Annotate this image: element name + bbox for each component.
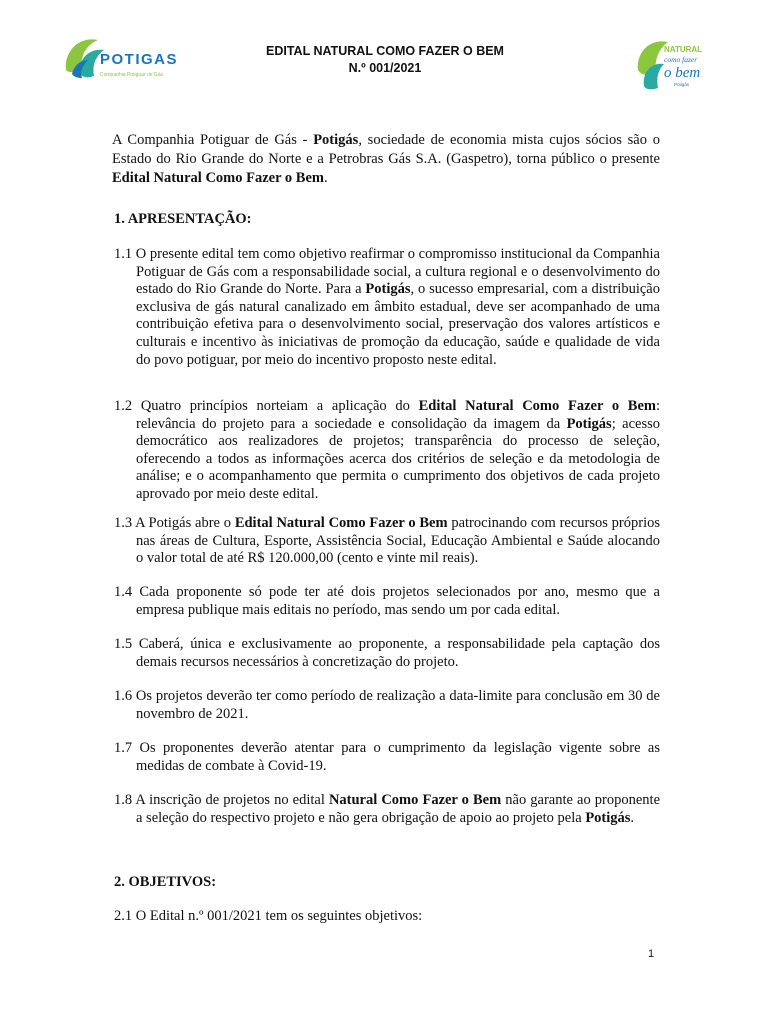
document-title: EDITAL NATURAL COMO FAZER O BEM (266, 44, 504, 58)
clause-2-1: 2.1 O Edital n.º 001/2021 tem os seguintes objetivos: (114, 908, 423, 924)
clause-1-4: 1.4 Cada proponente só pode ter até dois projetos selecionados por ano, mesmo que a empresa publique mais editais no período, mas sendo um por cada edital. (114, 584, 660, 618)
clause-1-6: 1.6 Os projetos deverão ter como período de realização a data-limite para conclusão em 30 de novembro de 2021. (114, 688, 660, 722)
clause-1-5: 1.5 Caberá, única e exclusivamente ao proponente, a responsabilidade pela captação dos demais recursos necessários à concretização do projeto. (114, 636, 660, 670)
document-number: N.º 001/2021 (348, 61, 422, 75)
logo-como-fazer-text: como fazer (664, 55, 698, 64)
clause-1-1: 1.1 O presente edital tem como objetivo reafirmar o compromisso institucional da Companhia Potiguar de Gás com a responsabilidade social, a cultura regional e o desenvolvimento do estado do Rio Grande do Norte. Para a Potigás, o sucesso empresarial, com a distribuição exclusiva de gás natural canalizado em âmbito estadual, deve ser acompanhado de uma contribuição efetiva para o desenvolvimento social, preservação dos valores artísticos e culturais e incentivo às iniciativas de promoção da educação, saúde e qualidade de vida do povo potiguar, por meio do incentivo proposto neste edital. (114, 246, 660, 368)
logo-potigas-text: Potigás (674, 82, 690, 87)
natural-como-fazer-o-bem-logo (634, 36, 714, 100)
clause-1-3: 1.3 A Potigás abre o Edital Natural Como Fazer o Bem patrocinando com recursos próprios nas áreas de Cultura, Esporte, Assistência Social, Educação Ambiental e Saúde alocando o valor total de até R$ 120.000,00 (cento e vinte mil reais). (114, 515, 660, 567)
potigas-logo-text: POTIGAS (100, 51, 179, 68)
intro-paragraph: A Companhia Potiguar de Gás - Potigás, sociedade de economia mista cujos sócios são o Estado do Rio Grande do Norte e a Petrobras Gás S.A. (Gaspetro), torna público o presente Edital Natural Como Fazer o Bem. (112, 132, 660, 186)
section-heading-apresentacao: 1. APRESENTAÇÃO: (114, 211, 252, 227)
potigas-logo-subtext: Companhia Potiguar de Gás (100, 72, 164, 78)
page-number: 1 (648, 948, 655, 960)
logo-natural-text: NATURAL (664, 45, 703, 54)
clause-1-2: 1.2 Quatro princípios norteiam a aplicação do Edital Natural Como Fazer o Bem: relevância do projeto para a sociedade e consolidação da imagem da Potigás; acesso democrático aos realizadores de projetos; transparência do processo de seleção, oferecendo a todos as informações acerca dos critérios de seleção e da metodologia de análise; e o acompanhamento que permita o cumprimento dos objetivos de cada projeto aprovado por meio deste edital. (114, 398, 661, 502)
clause-1-8: 1.8 A inscrição de projetos no edital Natural Como Fazer o Bem não garante ao proponente a seleção do respectivo projeto e não gera obrigação de apoio ao projeto pela Potigás. (114, 792, 661, 826)
logo-o-bem-text: o bem (664, 65, 701, 81)
section-heading-objetivos: 2. OBJETIVOS: (114, 874, 217, 890)
clause-1-7: 1.7 Os proponentes deverão atentar para o cumprimento da legislação vigente sobre as medidas de combate à Covid-19. (114, 740, 660, 774)
potigas-logo (58, 30, 188, 86)
